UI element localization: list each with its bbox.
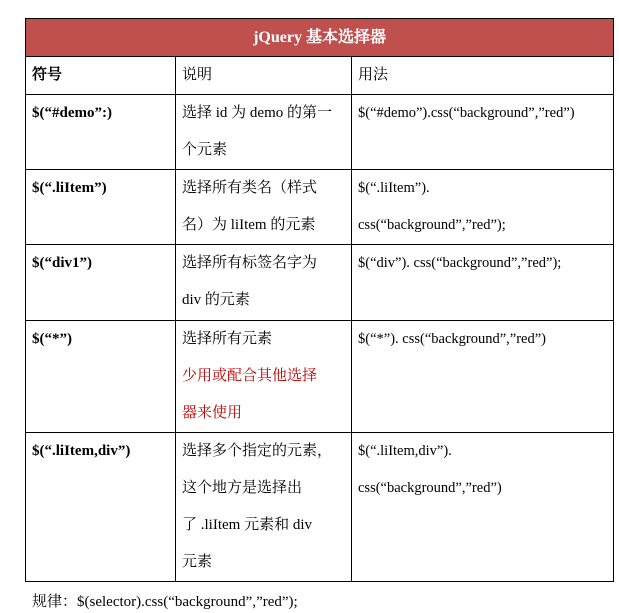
usage-line: $(“*”). css(“background”,”red”) xyxy=(358,331,546,347)
usage-line: css(“background”,”red”); xyxy=(358,217,506,233)
table-row xyxy=(26,95,614,170)
usage-cell xyxy=(352,245,614,321)
table-title: jQuery 基本选择器 xyxy=(26,19,614,57)
description-note-line: 器来使用 xyxy=(182,405,243,421)
table-row xyxy=(26,433,614,582)
description-cell xyxy=(176,170,352,245)
description-line: 名）为 liItem 的元素 xyxy=(182,217,316,233)
usage-line: css(“background”,”red”) xyxy=(358,480,502,496)
usage-line: $(“div”). css(“background”,”red”); xyxy=(358,255,562,271)
title-row xyxy=(26,19,614,57)
description-line: 选择所有标签名字为 xyxy=(182,255,318,271)
header-description: 说明 xyxy=(176,57,352,95)
table-row xyxy=(26,245,614,321)
usage-line: $(“.liItem,div”). xyxy=(358,443,452,459)
description-line: 个元素 xyxy=(182,142,228,158)
usage-cell xyxy=(352,170,614,245)
usage-cell xyxy=(352,95,614,170)
usage-line: $(“.liItem”). xyxy=(358,180,430,196)
symbol-cell: $(“.liItem”) xyxy=(26,170,176,245)
description-line: 元素 xyxy=(182,554,213,570)
header-usage: 用法 xyxy=(352,57,614,95)
description-cell xyxy=(176,321,352,433)
jquery-selector-table xyxy=(25,18,614,582)
description-cell xyxy=(176,433,352,582)
table-row xyxy=(26,170,614,245)
rule-note: 规律：$(selector).css(“background”,”red”); xyxy=(32,594,298,610)
symbol-cell: $(“div1”) xyxy=(26,245,176,321)
symbol-cell: $(“*”) xyxy=(26,321,176,433)
header-row xyxy=(26,57,614,95)
usage-line: $(“#demo”).css(“background”,”red”) xyxy=(358,105,575,121)
symbol-cell: $(“.liItem,div”) xyxy=(26,433,176,582)
header-symbol: 符号 xyxy=(26,57,176,95)
description-line: 选择多个指定的元素， xyxy=(182,443,333,459)
description-line: 选择 id 为 demo 的第一 xyxy=(182,105,332,121)
description-cell xyxy=(176,245,352,321)
description-line: 选择所有类名（样式 xyxy=(182,180,318,196)
description-note-line: 少用或配合其他选择 xyxy=(182,368,318,384)
usage-cell xyxy=(352,433,614,582)
usage-cell xyxy=(352,321,614,433)
description-line: 这个地方是选择出 xyxy=(182,480,303,496)
description-line: div 的元素 xyxy=(182,292,250,308)
table-row xyxy=(26,321,614,433)
symbol-cell: $(“#demo”:) xyxy=(26,95,176,170)
description-cell xyxy=(176,95,352,170)
description-line: 了 .liItem 元素和 div xyxy=(182,517,312,533)
description-line: 选择所有元素 xyxy=(182,331,273,347)
